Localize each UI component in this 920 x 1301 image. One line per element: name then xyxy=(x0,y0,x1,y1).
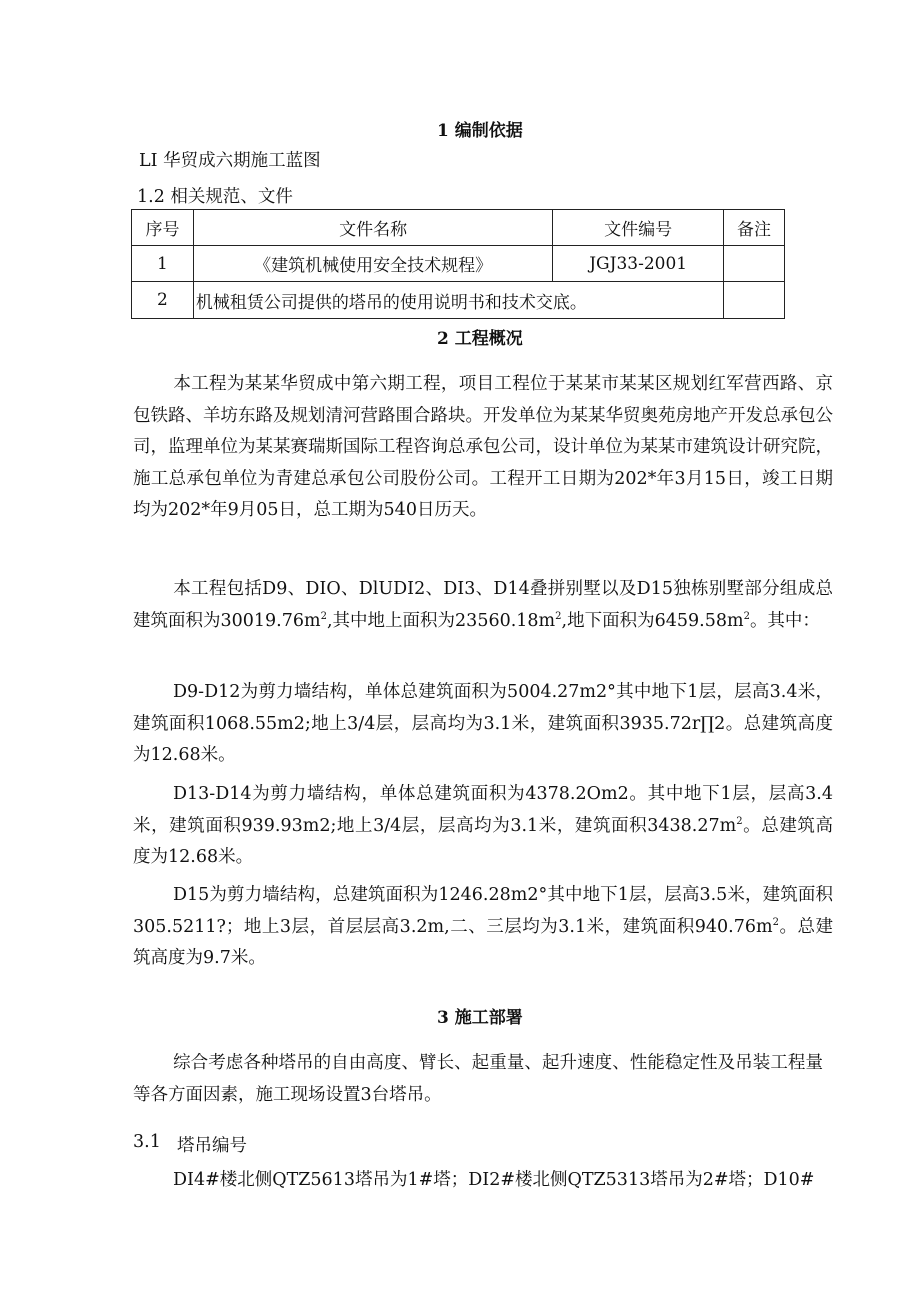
row-name: 机械租赁公司提供的塔吊的使用说明书和技术交底。 xyxy=(193,282,723,319)
table-header-row xyxy=(132,210,785,246)
overview-paragraph-5: D15为剪力墙结构，总建筑面积为1246.28m2°其中地下1层，层高3.5米，建筑面积305.5211?；地上3层，首层层高3.2m,二、三层均为3.1米，建筑面积$940.76m^2$。总建筑高度为9.7米。 xyxy=(133,885,834,968)
row-note xyxy=(724,282,785,319)
table-row xyxy=(132,246,785,282)
basis-item-1-2: 1.2 相关规范、文件 xyxy=(137,187,293,207)
deployment-paragraph-1: 综合考虑各种塔吊的自由高度、臂长、起重量、起升速度、性能稳定性及吊装工程量等各方面因素，施工现场设置3台塔吊。 xyxy=(133,1053,823,1105)
row-no: 1 xyxy=(132,246,194,282)
header-no: 序号 xyxy=(132,210,194,246)
overview-paragraph-1: 本工程为某某华贸成中第六期工程，项目工程位于某某市某某区规划红军营西路、京包铁路、羊坊东路及规划清河营路围合路块。开发单位为某某华贸奥苑房地产开发总承包公司，监理单位为某某赛瑞斯国际工程咨询总承包公司，设计单位为某某市建筑设计研究院，施工总承包单位为青建总承包公司股份公司。工程开工日期为202*年3月15日，竣工日期均为202*年9月05日，总工期为540日历天。 xyxy=(133,374,833,520)
section-3-1-title: 塔吊编号 xyxy=(177,1136,247,1156)
basis-item-1-1: LI 华贸成六期施工蓝图 xyxy=(139,151,321,171)
overview-paragraph-2: 本工程包括D9、DIO、DlUDI2、DI3、D14叠拼别墅以及D15独栋别墅部分组成总建筑面积为$30019.76m^2$,其中地上面积为$23560.18m^2$,地下面积为$6459.58m^2$。其中： xyxy=(133,579,833,631)
header-note: 备注 xyxy=(724,210,785,246)
header-code: 文件编号 xyxy=(553,210,724,246)
heading-deployment: 3 施工部署 xyxy=(437,1008,523,1028)
regulations-table xyxy=(131,209,785,319)
header-name: 文件名称 xyxy=(193,210,552,246)
heading-basis: 1 编制依据 xyxy=(437,121,523,141)
row-code: JGJ33-2001 xyxy=(553,246,724,282)
row-note xyxy=(724,246,785,282)
section-3-1-text: DI4#楼北侧QTZ5613塔吊为1#塔；DI2#楼北侧QTZ5313塔吊为2#塔；D10# xyxy=(173,1170,815,1190)
row-no: 2 xyxy=(132,282,194,319)
heading-overview: 2 工程概况 xyxy=(437,329,523,349)
table-row xyxy=(132,282,785,319)
row-name: 《建筑机械使用安全技术规程》 xyxy=(193,246,552,282)
overview-paragraph-3: D9-D12为剪力墙结构，单体总建筑面积为5004.27m2°其中地下1层，层高3.4米，建筑面积1068.55m2;地上3/4层，层高均为3.1米，建筑面积3935.72r∏2。总建筑高度为12.68米。 xyxy=(133,682,833,765)
section-3-1-number: 3.1 xyxy=(133,1132,161,1152)
overview-paragraph-4: D13-D14为剪力墙结构，单体总建筑面积为4378.2Om2。其中地下1层，层高3.4米，建筑面积939.93m2;地上3/4层，层高均为3.1米，建筑面积$3438.27m^2$。总建筑高度为12.68米。 xyxy=(133,784,834,867)
